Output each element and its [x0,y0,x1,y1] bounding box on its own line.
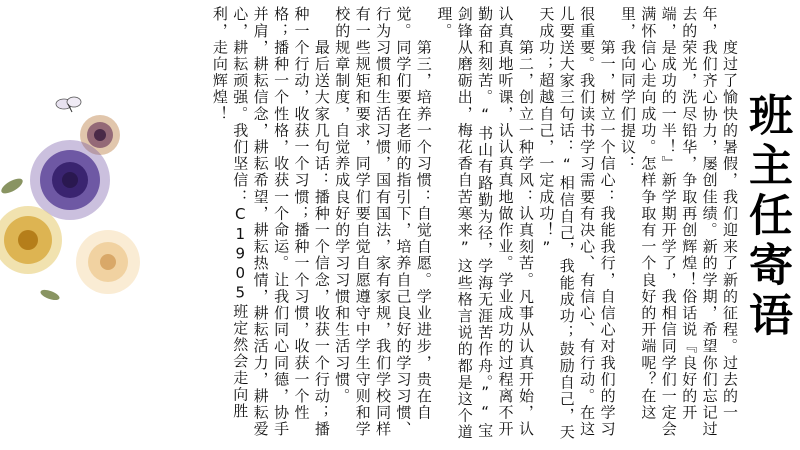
paragraph-closing: 最后送大家几句话：播种一个信念，收获一个行动；播种一个行动，收获一个习惯；播种一个习惯，收获一个性格；播种一个性格，收获一个命运。让我们同心同德，协手并肩，耕耘信念，耕耘希望，耕耘热情，耕耘活力，耕耘爱心，耕耘顽强。我们坚信：C1905班定然会走向胜利，走向辉煌！ [210,6,331,438]
paragraph-first: 第一，树立一个信心：我能我行，自信心对我们的学习很重要。我们读书学习需要有决心、有信心、有行动。在这儿要送大家三句话：“相信自己，我能成功；鼓励自己，天天成功；超越自己，一定成功！” [537,6,617,441]
paragraph-second: 第二，创立一种学风：认真刻苦。凡事从认真开始，认认真真地听课，认认真真地做作业。学业成功的过程离不开勤奋和刻苦。“书山有路勤为径，学海无涯苦作舟。”“宝剑锋从磨砺出，梅花香自苦寒来”这些格言说的都是这个道理。 [435,6,535,441]
butterfly-icon [56,97,81,112]
purple-chrysanthemum [30,140,110,220]
page-title: 班主任寄语 [741,92,792,342]
paragraph-intro: 度过了愉快的暑假，我们迎来了新的征程。过去的一年，我们齐心协力，屡创佳绩。新的学期，希望你们忘记过去的荣光，洗尽铅华，争取再创辉煌！俗话说『良好的开端，是成功的一半！』新学期开学了，我相信同学们一定会满怀信心走向成功。怎样争取有一个良好的开端呢？在这里，我向同学们提议： [618,6,739,438]
gold-chrysanthemum [0,206,62,274]
pale-chrysanthemum [76,230,140,294]
letter-body [150,6,740,446]
chrysanthemum-illustration [0,90,150,300]
paragraph-third: 第三，培养一个习惯：自觉自愿。学业进步，贵在自觉。同学们要在老师的指引下，培养自己良好的学习习惯、行为习惯和生活习惯，国有国法，家有家规，我们学校同样有一些规矩和要求，同学们要自觉自愿遵守中学生守则和学校的规章制度，自觉养成良好的学习习惯和生活习惯。 [333,6,433,438]
